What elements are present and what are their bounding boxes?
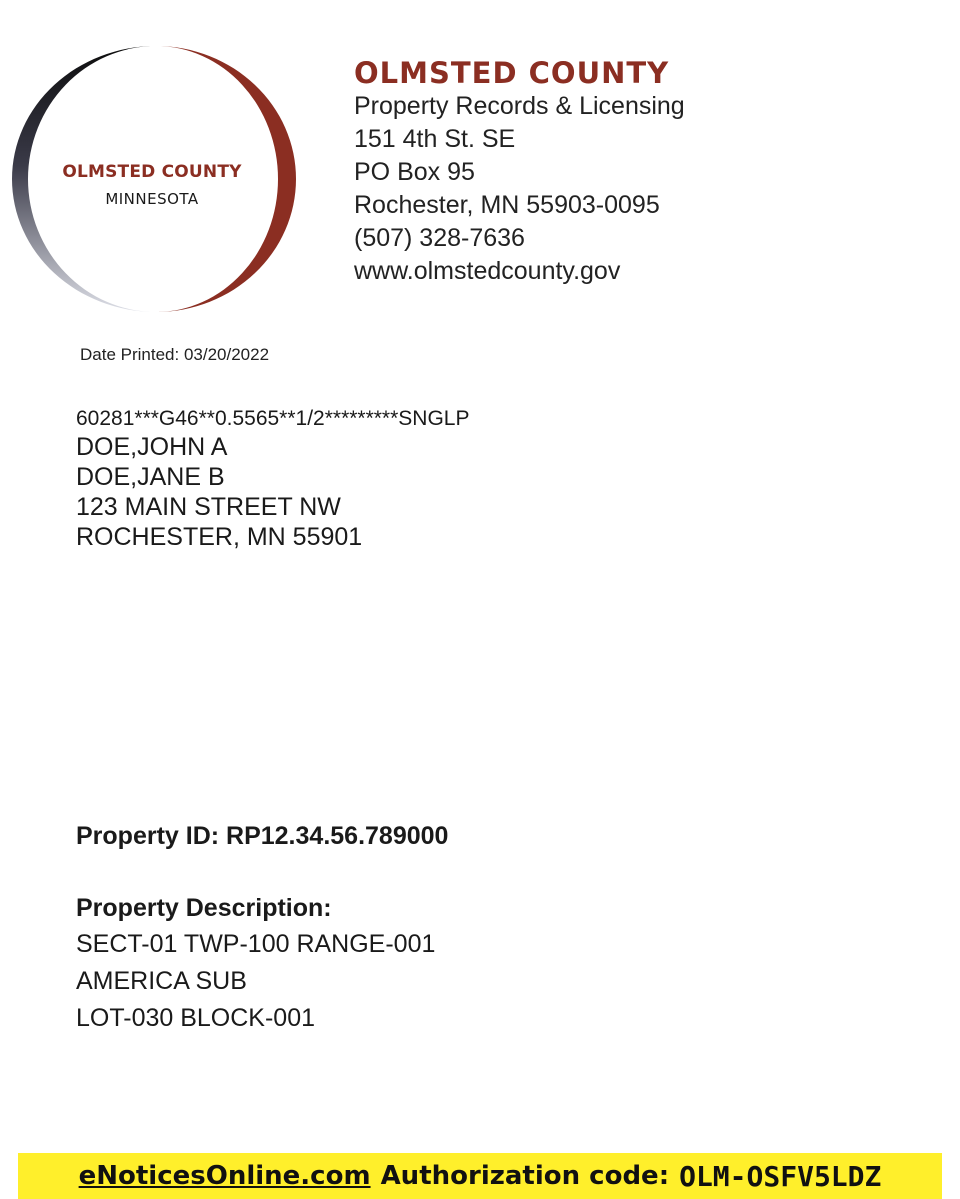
property-description-line: SECT-01 TWP-100 RANGE-001 [76,930,436,958]
county-logo [6,44,298,314]
letterhead-title: OLMSTED COUNTY [354,56,670,90]
letterhead-phone: (507) 328-7636 [354,224,525,252]
property-description-line: AMERICA SUB [76,967,247,995]
enotices-link[interactable]: eNoticesOnline.com [78,1161,371,1191]
date-printed: Date Printed: 03/20/2022 [80,345,270,364]
logo-county-name: OLMSTED COUNTY [62,162,242,182]
property-description [76,890,435,1037]
letterhead-city: Rochester, MN 55903-0095 [354,191,660,219]
mailing-street: 123 MAIN STREET NW [76,493,341,521]
mailing-barcode-line: 60281***G46**0.5565**1/2*********SNGLP [76,407,470,430]
property-id: Property ID: RP12.34.56.789000 [76,822,449,850]
mailing-address [76,405,469,552]
property-description-line: LOT-030 BLOCK-001 [76,1004,316,1032]
letterhead-street: 151 4th St. SE [354,125,516,153]
mailing-owner-2: DOE,JANE B [76,463,225,491]
authorization-label: Authorization code: [380,1161,670,1191]
letterhead [354,56,685,288]
letterhead-website: www.olmstedcounty.gov [354,257,621,285]
property-description-title: Property Description: [76,894,332,922]
mailing-owner-1: DOE,JOHN A [76,433,228,461]
logo-state-name: MINNESOTA [105,190,199,208]
mailing-city: ROCHESTER, MN 55901 [76,523,363,551]
authorization-bar [18,1153,942,1199]
authorization-code: OLM-OSFV5LDZ [679,1159,882,1193]
letterhead-po-box: PO Box 95 [354,158,475,186]
letterhead-department: Property Records & Licensing [354,92,685,120]
